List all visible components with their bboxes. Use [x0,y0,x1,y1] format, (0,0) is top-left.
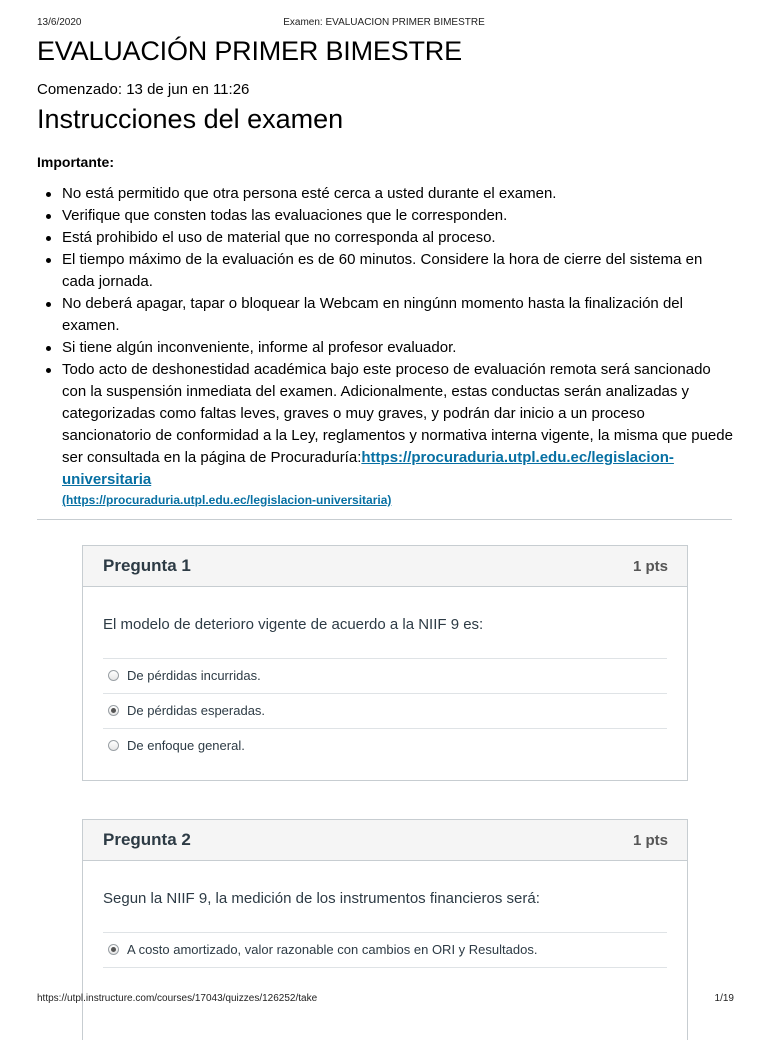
radio-button-selected[interactable] [108,705,119,716]
instruction-item: No deberá apagar, tapar o bloquear la Webcam en ningúnn momento hasta la finalización del examen. [37,293,737,337]
answer-label[interactable]: A costo amortizado, valor razonable con cambios en ORI y Resultados. [127,942,538,957]
answer-option[interactable] [103,932,667,968]
answer-label[interactable]: De enfoque general. [127,738,245,753]
print-page-number: 1/19 [714,993,734,1004]
instruction-item-honesty [37,359,737,510]
procuraduria-link-external[interactable]: (https://procuraduria.utpl.edu.ec/legislacion-universitaria) [62,493,392,507]
answer-option[interactable] [103,658,667,693]
answer-option[interactable] [103,693,667,728]
question-header [83,820,687,861]
question-text: Segun la NIIF 9, la medición de los instrumentos financieros será: [103,890,540,907]
instructions-title: Instrucciones del examen [37,104,344,134]
radio-button[interactable] [108,670,119,681]
answer-option[interactable] [103,728,667,763]
question-points: 1 pts [632,832,668,849]
radio-button[interactable] [108,740,119,751]
instruction-item: Está prohibido el uso de material que no corresponda al proceso. [37,227,737,249]
section-divider [37,519,732,520]
important-label: Importante: [37,154,114,170]
print-url: https://utpl.instructure.com/courses/17043/quizzes/126252/take [37,993,318,1004]
question-name: Pregunta 2 [103,830,191,849]
answer-label[interactable]: De pérdidas incurridas. [127,668,261,683]
instruction-item: El tiempo máximo de la evaluación es de 60 minutos. Considere la hora de cierre del sistema en cada jornada. [37,249,737,293]
question-header [83,546,687,587]
instruction-item: Si tiene algún inconveniente, informe al profesor evaluador. [37,337,737,359]
print-date: 13/6/2020 [37,17,82,28]
honesty-text: Todo acto de deshonestidad académica bajo este proceso de evaluación remota será sancionado con la suspensión inmediata del examen. Adicionalmente, estas conductas serán analizadas y categorizadas como faltas leves, graves o muy graves, y podrán dar inicio a un proceso sancionatorio de conformidad a la Ley, reglamentos y normativa interna vigente, la misma que puede ser consultada en la página de Procuraduría: [62,361,733,466]
print-footer [0,993,768,1007]
question-text: El modelo de deterioro vigente de acuerdo a la NIIF 9 es: [103,616,484,633]
answer-list [103,932,667,968]
instruction-item: No está permitido que otra persona esté cerca a usted durante el examen. [37,183,737,205]
question-card [82,545,688,781]
answer-label[interactable]: De pérdidas esperadas. [127,703,266,718]
print-title: Examen: EVALUACION PRIMER BIMESTRE [283,17,485,28]
instruction-item: Verifique que consten todas las evaluaciones que le corresponden. [37,205,737,227]
exam-title: EVALUACIÓN PRIMER BIMESTRE [37,36,462,66]
print-header [0,15,768,29]
exam-started-time: Comenzado: 13 de jun en 11:26 [37,81,250,98]
radio-button-selected[interactable] [108,944,119,955]
question-points: 1 pts [632,558,668,575]
procuraduria-link[interactable]: https://procuraduria.utpl.edu.ec/legislacion-universitaria [62,449,674,488]
instructions-list [37,183,737,510]
question-name: Pregunta 1 [103,556,191,575]
answer-list [103,658,667,763]
